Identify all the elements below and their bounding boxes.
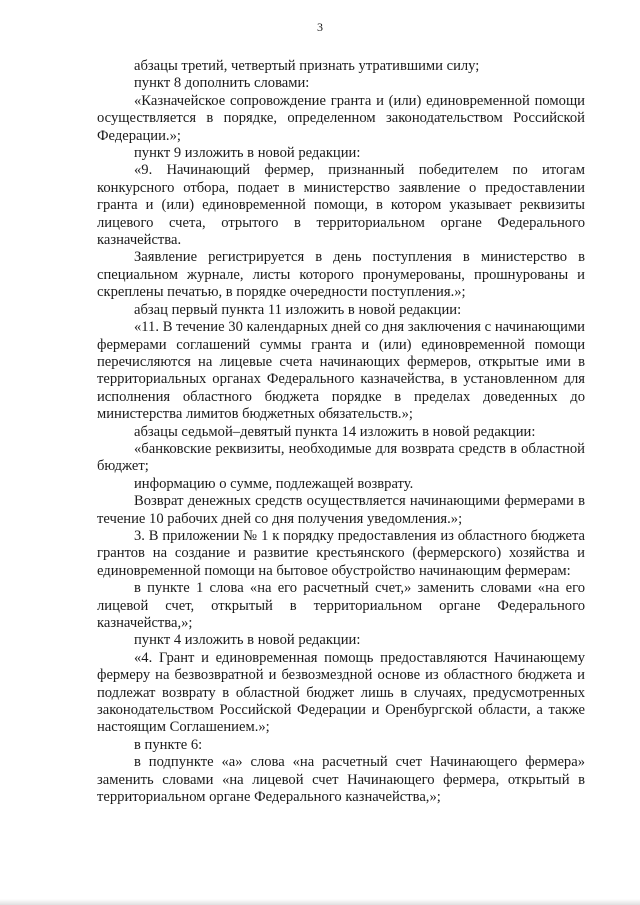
paragraph-14: в пункте 1 слова «на его расчетный счет,» заменить словами «на его лицевой счет, открытый в территориальном органе Федерального казначейства,»; — [97, 580, 585, 631]
paragraph-4: пункт 9 изложить в новой редакции: — [134, 145, 361, 162]
paragraph-5: «9. Начинающий фермер, признанный победителем по итогам конкурсного отбора, подает в министерство заявление о предоставлении гранта и (или) единовременной помощи, в котором указывает реквизиты лицевого счета, отрытого в территориальном органе Федерального казначейства. — [97, 162, 585, 249]
paragraph-11: информацию о сумме, подлежащей возврату. — [134, 475, 414, 492]
document-body — [97, 58, 585, 806]
paragraph-13: 3. В приложении № 1 к порядку предоставления из областного бюджета грантов на создание и развитие крестьянского (фермерского) хозяйства и единовременной помощи на бытовое обустройство начинающим фермерам: — [97, 527, 585, 579]
paragraph-2: пункт 8 дополнить словами: — [134, 75, 310, 92]
paragraph-10: «банковские реквизиты, необходимые для возврата средств в областной бюджет; — [97, 440, 585, 475]
paragraph-8: «11. В течение 30 календарных дней со дня заключения с начинающими фермерами соглашений суммы гранта и (или) единовременной помощи перечисляются на лицевые счета начинающих фермеров, открытые ими в территориальных органах Федерального казначейства, в установленном для исполнения областного бюджета порядке в пределах доведенных до министерства лимитов бюджетных обязательств.»; — [97, 319, 585, 423]
page-number: 3 — [317, 20, 323, 34]
paragraph-17: в пункте 6: — [134, 736, 203, 753]
paragraph-9: абзацы седьмой–девятый пункта 14 изложить в новой редакции: — [134, 423, 536, 440]
paragraph-7: абзац первый пункта 11 изложить в новой редакции: — [134, 301, 462, 318]
paragraph-1: абзацы третий, четвертый признать утратившими силу; — [134, 58, 480, 74]
paragraph-16: «4. Грант и единовременная помощь предоставляются Начинающему фермеру на безвозвратной и безвозмездной основе из областного бюджета и подлежат возврату в областной бюджет лишь в случаях, предусмотренных законодательством Российской Федерации и Оренбургской области, а также настоящим Соглашением.»; — [97, 649, 585, 736]
paragraph-3: «Казначейское сопровождение гранта и (или) единовременной помощи осуществляется в порядке, определенном законодательством Российской Федерации.»; — [97, 92, 585, 144]
paragraph-15: пункт 4 изложить в новой редакции: — [134, 632, 361, 649]
scan-edge — [0, 899, 640, 905]
paragraph-12: Возврат денежных средств осуществляется начинающими фермерами в течение 10 рабочих дней со дня получения уведомления.»; — [97, 493, 585, 527]
paragraph-6: Заявление регистрируется в день поступления в министерство в специальном журнале, листы которого пронумерованы, прошнурованы и скреплены печатью, в порядке очередности поступления.»; — [97, 249, 585, 301]
paragraph-18: в подпункте «а» слова «на расчетный счет Начинающего фермера» заменить словами «на лицевой счет Начинающего фермера, открытый в территориальном органе Федерального казначейства,»; — [97, 754, 585, 806]
